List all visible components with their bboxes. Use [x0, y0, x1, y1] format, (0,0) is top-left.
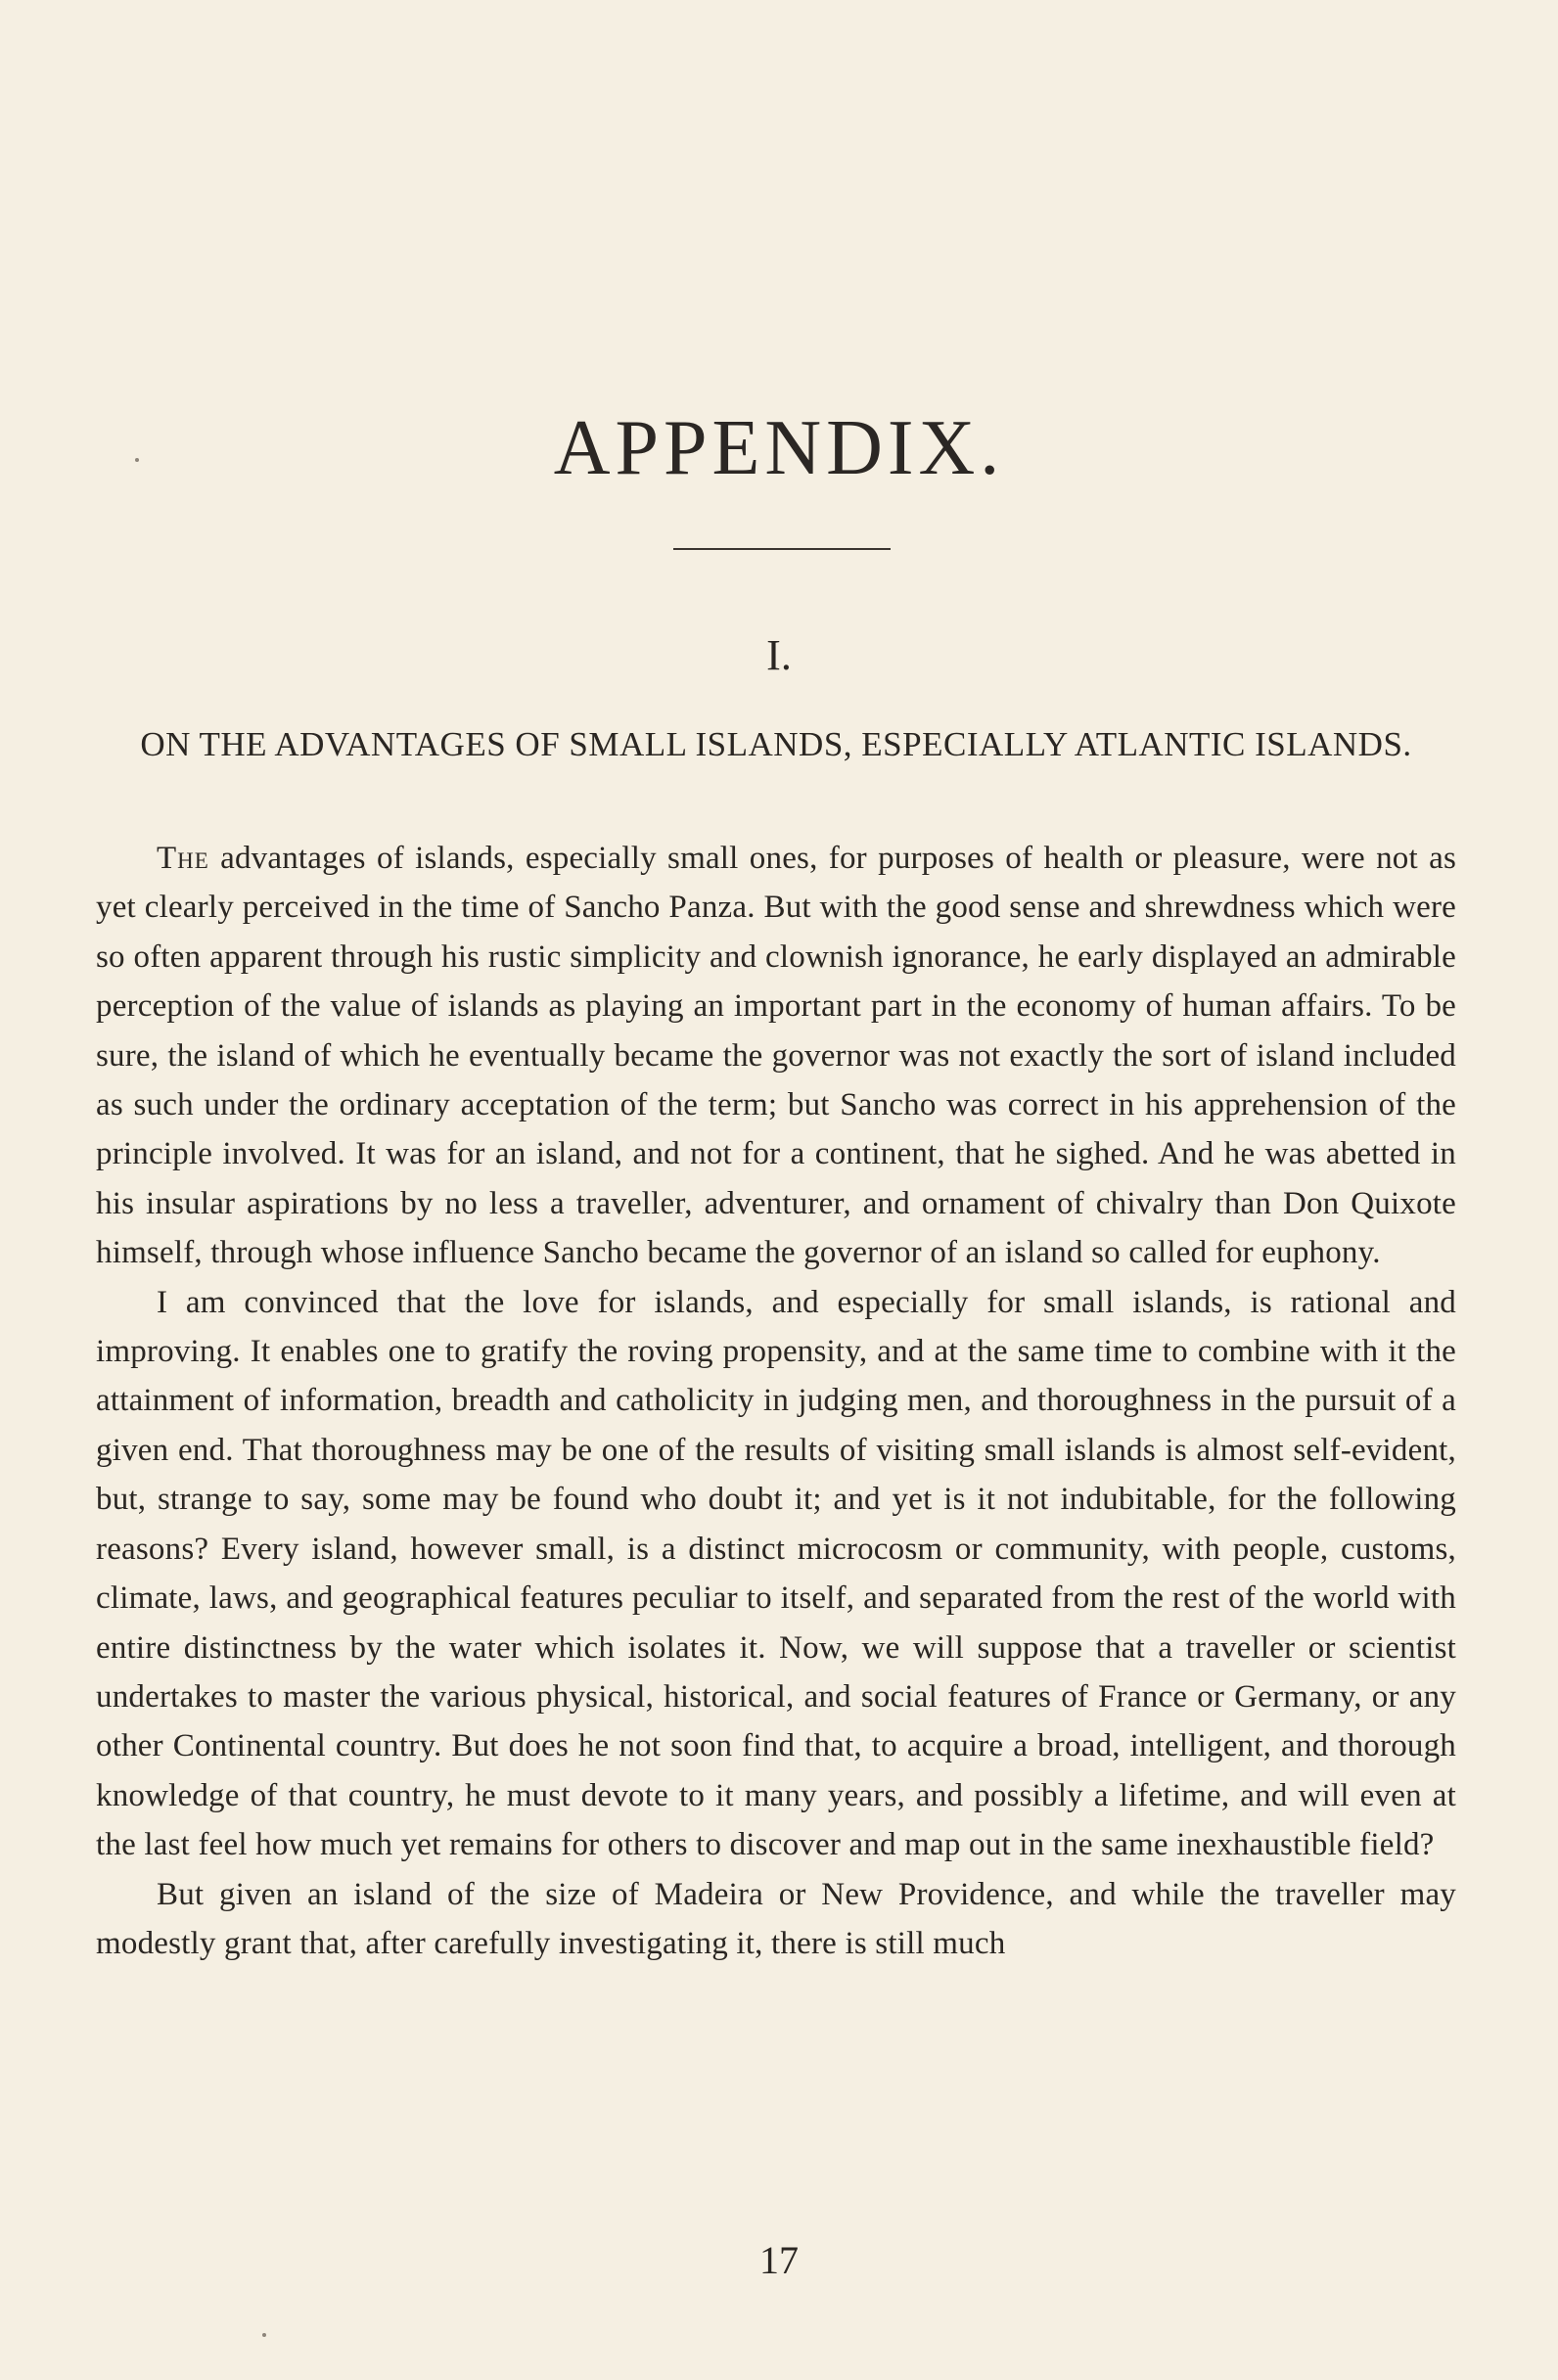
- paragraph-1: [96, 834, 1456, 1278]
- paragraph-1-text: advantages of islands, especially small ones, for purposes of health or pleasure, were not as yet clearly perceived in the time of Sancho Panza. But with the good sense and shrewdness which were so often apparent through his rustic simplicity and clownish ignorance, he early displayed an admirable perception of the value of islands as playing an important part in the economy of human affairs. To be sure, the island of which he eventually became the governor was not exactly the sort of island included as such under the ordinary acceptation of the term; but Sancho was correct in his apprehension of the principle involved. It was for an island, and not for a continent, that he sighed. And he was abetted in his insular aspirations by no less a traveller, adventurer, and ornament of chivalry than Don Quixote himself, through whose influence Sancho became the governor of an island so called for euphony.: [96, 841, 1456, 1271]
- section-number: I.: [766, 631, 792, 679]
- paragraph-2: I am convinced that the love for islands, and especially for small islands, is rational and improving. It enables one to gratify the roving propensity, and at the same time to combine with it the attainment of information, breadth and catholicity in judging men, and thoroughness in the pursuit of a given end. That thoroughness may be one of the results of visiting small islands is almost self-evident, but, strange to say, some may be found who doubt it; and yet is it not indubitable, for the following reasons? Every island, however small, is a distinct microcosm or community, with people, customs, climate, laws, and geographical features peculiar to itself, and separated from the rest of the world with entire distinctness by the water which isolates it. Now, we will suppose that a traveller or scientist undertakes to master the various physical, historical, and social features of France or Germany, or any other Continental country. But does he not soon find that, to acquire a broad, intelligent, and thorough knowledge of that country, he must devote to it many years, and possibly a lifetime, and will even at the last feel how much yet remains for others to discover and map out in the same inexhaustible field?: [96, 1284, 1456, 1863]
- page-number: 17: [759, 2238, 799, 2282]
- paragraph-3: But given an island of the size of Madeira or New Providence, and while the traveller may modestly grant that, after carefully investigating it, there is still much: [96, 1876, 1456, 1961]
- paper-speck: [262, 2333, 266, 2337]
- heading-rule: [673, 548, 891, 550]
- paragraph-1-lead-word: The: [157, 841, 209, 876]
- body-text: [96, 834, 1456, 1968]
- appendix-heading: APPENDIX.: [553, 405, 1005, 491]
- section-title: ON THE ADVANTAGES OF SMALL ISLANDS, ESPECIALLY ATLANTIC ISLANDS.: [140, 725, 1412, 763]
